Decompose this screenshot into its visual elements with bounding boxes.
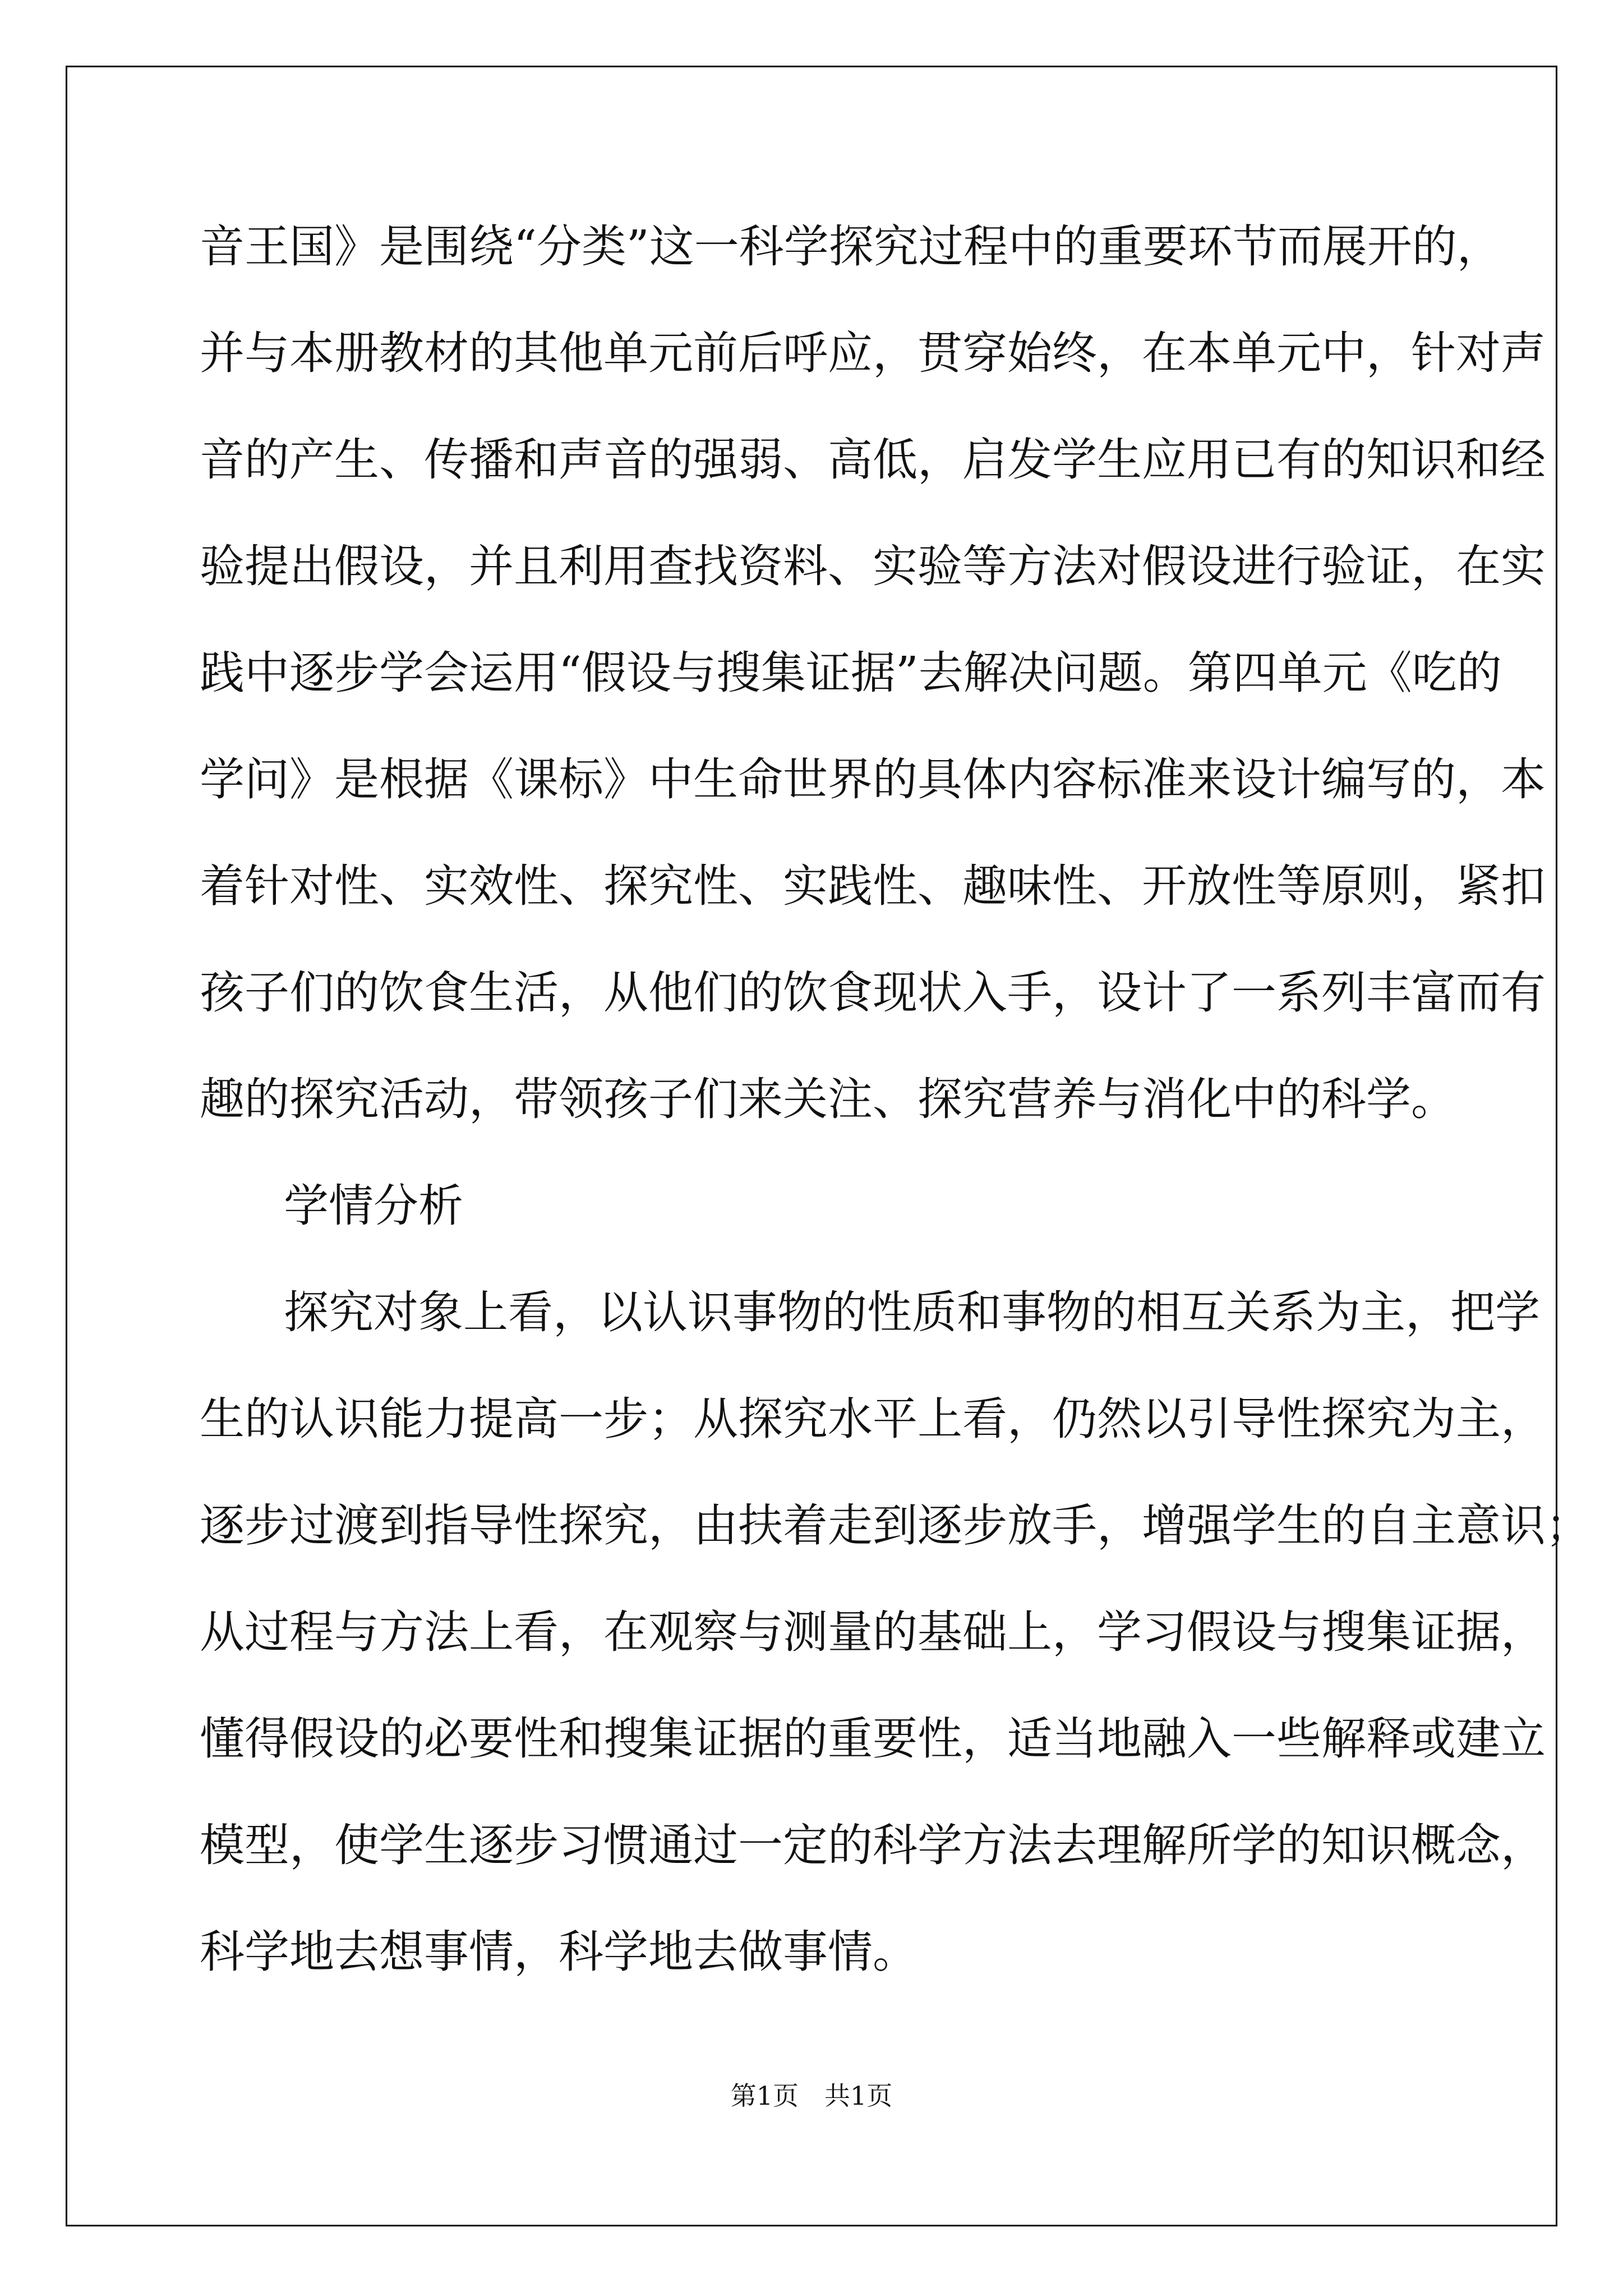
- section-heading: 学情分析: [284, 1180, 463, 1232]
- text-line: 并与本册教材的其他单元前后呼应，贯穿始终，在本单元中，针对声: [200, 327, 1546, 379]
- text-line: 逐步过渡到指导性探究，由扶着走到逐步放手，增强学生的自主意识；: [200, 1499, 1590, 1552]
- text-line: 探究对象上看，以认识事物的性质和事物的相互关系为主，把学: [284, 1286, 1540, 1338]
- text-line: 音的产生、传播和声音的强弱、高低，启发学生应用已有的知识和经: [200, 434, 1546, 486]
- text-line: 生的认识能力提高一步；从探究水平上看，仍然以引导性探究为主，: [200, 1393, 1546, 1445]
- paragraph-1: [200, 194, 1546, 1153]
- text-line: 践中逐步学会运用“假设与搜集证据”去解决问题。第四单元《吃的: [200, 647, 1502, 699]
- text-line: 从过程与方法上看，在观察与测量的基础上，学习假设与搜集证据，: [200, 1606, 1546, 1658]
- text-line: 孩子们的饮食生活，从他们的饮食现状入手，设计了一系列丰富而有: [200, 967, 1546, 1019]
- text-line: 着针对性、实效性、探究性、实践性、趣味性、开放性等原则，紧扣: [200, 860, 1546, 912]
- text-line: 验提出假设，并且利用查找资料、实验等方法对假设进行验证，在实: [200, 540, 1546, 592]
- page-footer: 第1页 共1页: [730, 2081, 893, 2111]
- text-line: 懂得假设的必要性和搜集证据的重要性，适当地融入一些解释或建立: [200, 1713, 1546, 1765]
- text-line: 音王国》是围绕“分类”这一科学探究过程中的重要环节而展开的，: [200, 220, 1502, 273]
- text-line: 趣的探究活动，带领孩子们来关注、探究营养与消化中的科学。: [200, 1073, 1456, 1125]
- text-line: 科学地去想事情，科学地去做事情。: [200, 1926, 917, 1978]
- text-line: 模型，使学生逐步习惯通过一定的科学方法去理解所学的知识概念，: [200, 1819, 1546, 1871]
- document-body: [200, 194, 1590, 2005]
- text-line: 学问》是根据《课标》中生命世界的具体内容标准来设计编写的，本: [200, 753, 1546, 806]
- paragraph-2: [200, 1259, 1590, 2005]
